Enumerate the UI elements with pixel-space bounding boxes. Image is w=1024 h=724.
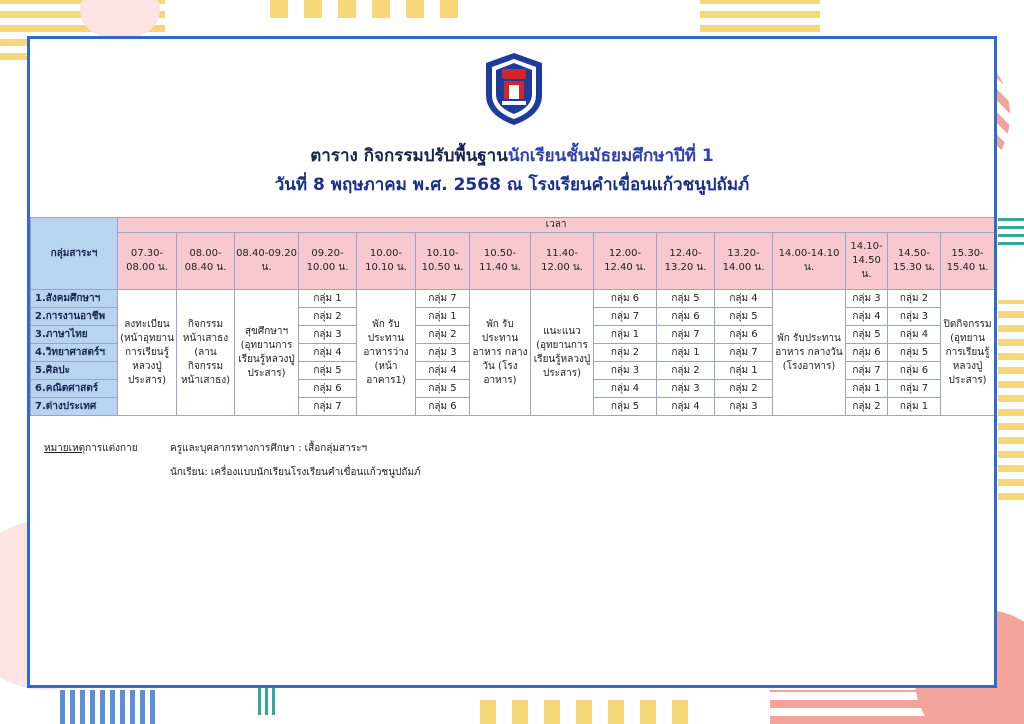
group-cell: กลุ่ม 5 — [594, 398, 657, 416]
subject-cell: 2.การงานอาชีพ — [31, 308, 118, 326]
group-cell: กลุ่ม 6 — [299, 380, 357, 398]
group-cell: กลุ่ม 5 — [416, 380, 470, 398]
group-cell: กลุ่ม 7 — [715, 344, 773, 362]
notes-teachers: ครูและบุคลากรทางการศึกษา : เสื้อกลุ่มสาระฯ — [170, 443, 368, 454]
notes-students: นักเรียน: เครื่องแบบนักเรียนโรงเรียนคำเขื่อนแก้วชนูปถัมภ์ — [170, 467, 421, 478]
dress-code-notes — [44, 441, 421, 489]
decor-stripes-right — [998, 300, 1024, 500]
group-cell: กลุ่ม 1 — [299, 290, 357, 308]
group-cell: กลุ่ม 3 — [657, 380, 715, 398]
time-slot: 09.20-10.00 น. — [299, 233, 357, 290]
decor-triangles-top — [270, 0, 470, 18]
group-cell: กลุ่ม 3 — [846, 290, 888, 308]
group-cell: กลุ่ม 3 — [299, 326, 357, 344]
break-snack-cell: พัก รับประทานอาหารว่าง (หน้าอาคาร1) — [357, 290, 416, 416]
time-slot: 08.40-09.20 น. — [235, 233, 299, 290]
subject-cell: 5.ศิลปะ — [31, 362, 118, 380]
group-cell: กลุ่ม 4 — [715, 290, 773, 308]
decor-stripes-bottom-right — [770, 690, 940, 724]
group-cell: กลุ่ม 1 — [657, 344, 715, 362]
notes-label-rest: การแต่งกาย — [85, 443, 138, 454]
time-slot: 08.00-08.40 น. — [177, 233, 235, 290]
group-cell: กลุ่ม 1 — [888, 398, 941, 416]
school-logo — [482, 51, 546, 127]
group-cell: กลุ่ม 4 — [416, 362, 470, 380]
lunch-cell-2: พัก รับประทานอาหาร กลางวัน (โรงอาหาร) — [773, 290, 846, 416]
decor-stripes-bottom-left — [60, 690, 160, 724]
lunch-cell: พัก รับประทานอาหาร กลางวัน (โรงอาหาร) — [470, 290, 531, 416]
decor-triangles-bottom — [480, 700, 700, 724]
group-cell: กลุ่ม 7 — [416, 290, 470, 308]
group-cell: กลุ่ม 5 — [888, 344, 941, 362]
time-header: เวลา — [118, 218, 995, 233]
time-slot: 12.40-13.20 น. — [657, 233, 715, 290]
subject-cell: 1.สังคมศึกษาฯ — [31, 290, 118, 308]
time-slot: 10.10-10.50 น. — [416, 233, 470, 290]
time-slot: 14.50-15.30 น. — [888, 233, 941, 290]
group-cell: กลุ่ม 6 — [657, 308, 715, 326]
group-cell: กลุ่ม 1 — [715, 362, 773, 380]
group-cell: กลุ่ม 3 — [888, 308, 941, 326]
registration-cell: ลงทะเบียน (หน้าอุทยานการเรียนรู้หลวงปู่ประสาร) — [118, 290, 177, 416]
title-highlight: นักเรียนชั้นมัธยมศึกษาปีที่ 1 — [507, 146, 714, 166]
time-slot: 11.40-12.00 น. — [531, 233, 594, 290]
time-slot: 14.10-14.50 น. — [846, 233, 888, 290]
group-cell: กลุ่ม 4 — [657, 398, 715, 416]
group-cell: กลุ่ม 6 — [846, 344, 888, 362]
time-slot: 10.50-11.40 น. — [470, 233, 531, 290]
time-slot: 10.00-10.10 น. — [357, 233, 416, 290]
group-cell: กลุ่ม 6 — [715, 326, 773, 344]
group-cell: กลุ่ม 7 — [299, 398, 357, 416]
notes-label — [44, 441, 170, 456]
group-cell: กลุ่ม 2 — [657, 362, 715, 380]
subject-cell: 3.ภาษาไทย — [31, 326, 118, 344]
decor-zigzag-right — [998, 215, 1024, 245]
health-cell: สุขศึกษาฯ (อุทยานการเรียนรู้หลวงปู่ประสาร) — [235, 290, 299, 416]
group-cell: กลุ่ม 6 — [888, 362, 941, 380]
subject-cell: 6.คณิตศาสตร์ — [31, 380, 118, 398]
group-cell: กลุ่ม 4 — [846, 308, 888, 326]
subject-cell: 7.ต่างประเทศ — [31, 398, 118, 416]
title-line-2: วันที่ 8 พฤษภาคม พ.ศ. 2568 ณ โรงเรียนคำเขื่อนแก้วชนูปถัมภ์ — [274, 175, 750, 195]
time-slot: 14.00-14.10 น. — [773, 233, 846, 290]
group-cell: กลุ่ม 2 — [888, 290, 941, 308]
time-slot: 12.00-12.40 น. — [594, 233, 657, 290]
time-slot: 07.30-08.00 น. — [118, 233, 177, 290]
notes-label-underlined: หมายเหตุ — [44, 443, 86, 454]
group-cell: กลุ่ม 1 — [416, 308, 470, 326]
title-line-1 — [30, 142, 994, 169]
title-prefix: ตาราง กิจกรรมปรับพื้นฐาน — [310, 146, 508, 166]
group-cell: กลุ่ม 6 — [594, 290, 657, 308]
group-cell: กลุ่ม 2 — [594, 344, 657, 362]
group-cell: กลุ่ม 4 — [888, 326, 941, 344]
time-slot: 13.20-14.00 น. — [715, 233, 773, 290]
group-header: กลุ่มสาระฯ — [31, 218, 118, 290]
subject-cell: 4.วิทยาศาสตร์ฯ — [31, 344, 118, 362]
group-cell: กลุ่ม 5 — [299, 362, 357, 380]
group-cell: กลุ่ม 5 — [657, 290, 715, 308]
group-cell: กลุ่ม 5 — [715, 308, 773, 326]
group-cell: กลุ่ม 3 — [594, 362, 657, 380]
decor-stripes-top-right — [700, 0, 820, 32]
group-cell: กลุ่ม 6 — [416, 398, 470, 416]
group-cell: กลุ่ม 2 — [299, 308, 357, 326]
group-cell: กลุ่ม 4 — [299, 344, 357, 362]
group-cell: กลุ่ม 7 — [657, 326, 715, 344]
group-cell: กลุ่ม 1 — [594, 326, 657, 344]
guidance-cell: แนะแนว (อุทยานการเรียนรู้หลวงปู่ประสาร) — [531, 290, 594, 416]
schedule-table — [30, 217, 995, 416]
group-cell: กลุ่ม 2 — [416, 326, 470, 344]
group-cell: กลุ่ม 3 — [416, 344, 470, 362]
group-cell: กลุ่ม 4 — [594, 380, 657, 398]
time-slot: 15.30-15.40 น. — [941, 233, 995, 290]
group-cell: กลุ่ม 1 — [846, 380, 888, 398]
group-cell: กลุ่ม 7 — [846, 362, 888, 380]
group-cell: กลุ่ม 2 — [846, 398, 888, 416]
group-cell: กลุ่ม 5 — [846, 326, 888, 344]
activity-front-cell: กิจกรรมหน้าเสาธง (ลานกิจกรรมหน้าเสาธง) — [177, 290, 235, 416]
group-cell: กลุ่ม 2 — [715, 380, 773, 398]
group-cell: กลุ่ม 3 — [715, 398, 773, 416]
schedule-card — [27, 36, 997, 688]
closing-cell: ปิดกิจกรรม (อุทยานการเรียนรู้หลวงปู่ประสาร) — [941, 290, 995, 416]
group-cell: กลุ่ม 7 — [888, 380, 941, 398]
group-cell: กลุ่ม 7 — [594, 308, 657, 326]
